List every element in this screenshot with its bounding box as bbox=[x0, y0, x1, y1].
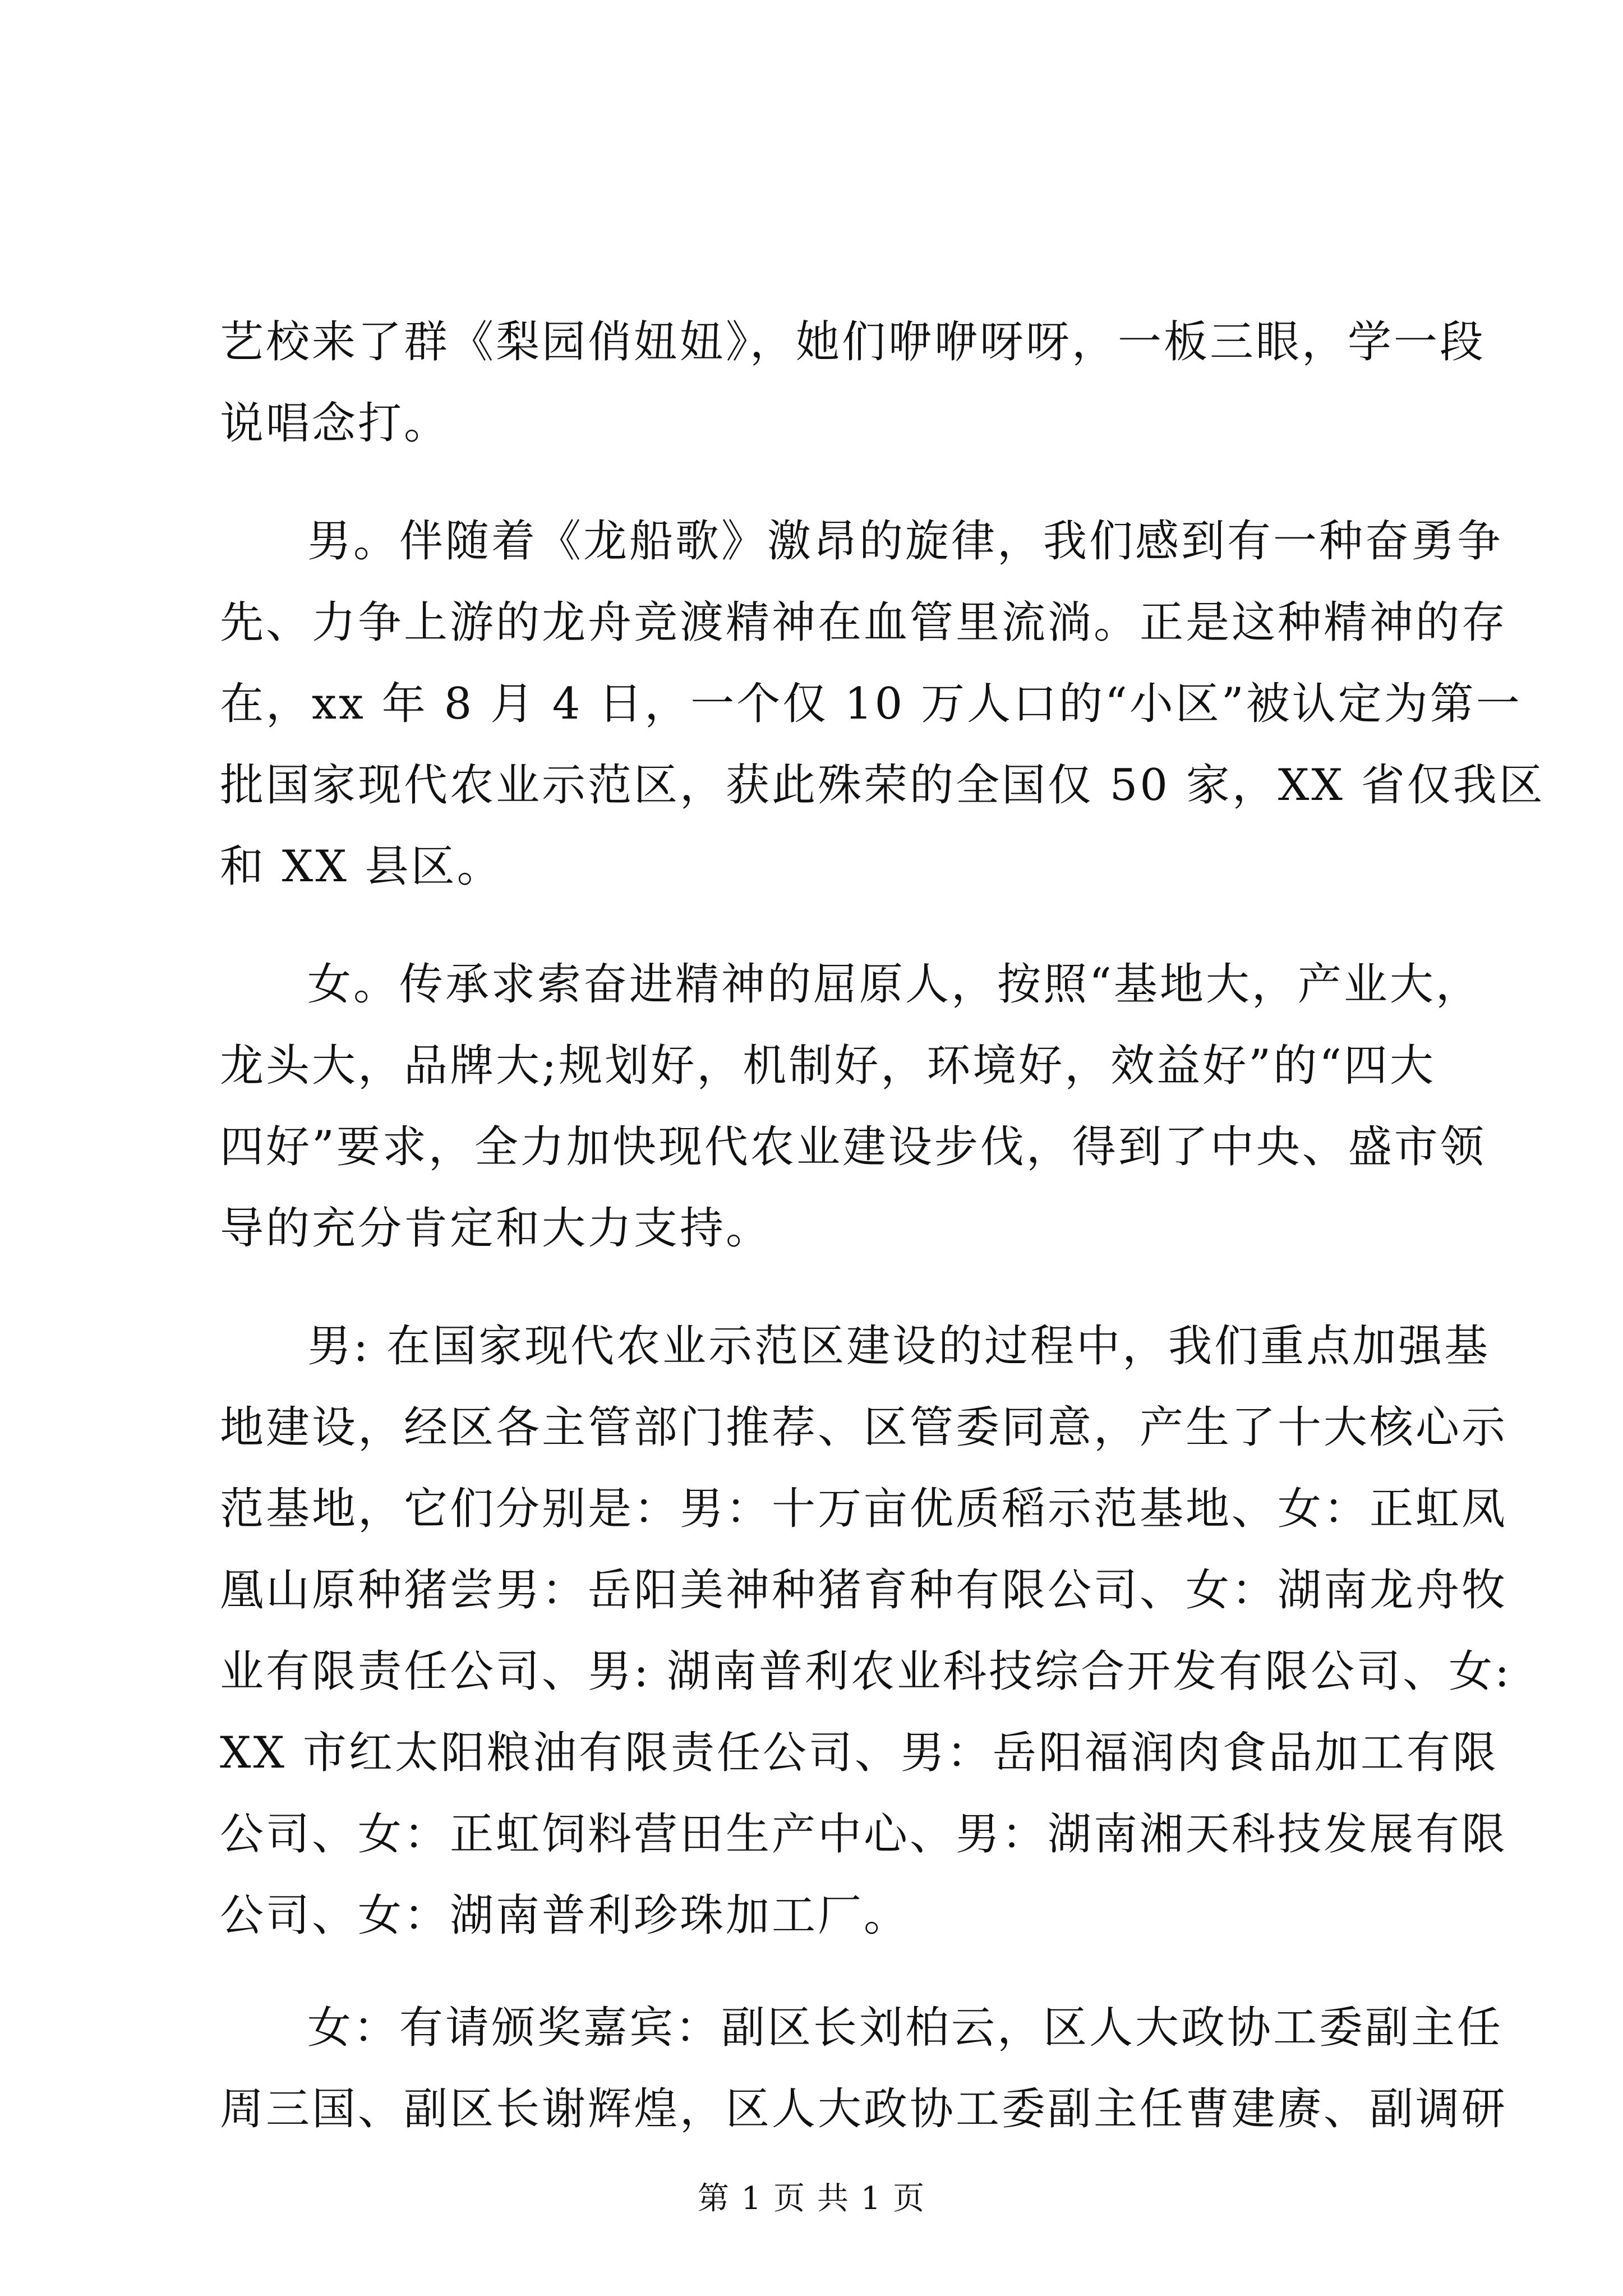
text-line: 艺校来了群《梨园俏妞妞》，她们咿咿呀呀，一板三眼，学一段 bbox=[220, 317, 1486, 367]
text-line: 业有限责任公司、男: 湖南普利农业科技综合开发有限公司、女: bbox=[220, 1646, 1512, 1697]
text-line: 公司、女：湖南普利珍珠加工厂。 bbox=[220, 1890, 910, 1941]
text-line: 男: 在国家现代农业示范区建设的过程中，我们重点加强基 bbox=[307, 1321, 1491, 1372]
text-line: 女：有请颁奖嘉宾：副区长刘柏云，区人大政协工委副主任 bbox=[307, 2003, 1504, 2053]
text-line: 女。传承求索奋进精神的屈原人，按照“基地大，产业大， bbox=[307, 959, 1482, 1010]
text-line: 地建设，经区各主管部门推荐、区管委同意，产生了十大核心示 bbox=[220, 1402, 1508, 1453]
text-line: 凰山原种猪尝男：岳阳美神种猪育种有限公司、女：湖南龙舟牧 bbox=[220, 1565, 1508, 1616]
text-line: 范基地，它们分别是：男：十万亩优质稻示范基地、女：正虹凤 bbox=[220, 1484, 1508, 1534]
text-line: 龙头大，品牌大;规划好，机制好，环境好，效益好”的“四大 bbox=[220, 1041, 1436, 1091]
text-line: 说唱念打。 bbox=[220, 398, 450, 449]
text-line: 先、力争上游的龙舟竞渡精神在血管里流淌。正是这种精神的存 bbox=[220, 597, 1508, 648]
text-line: 在，xx 年 8 月 4 日，一个仅 10 万人口的“小区”被认定为第一 bbox=[220, 679, 1522, 729]
text-line: 和 XX 县区。 bbox=[220, 841, 503, 892]
text-line: 周三国、副区长谢辉煌，区人大政协工委副主任曹建赓、副调研 bbox=[220, 2084, 1508, 2134]
text-line: 男。伴随着《龙船歌》激昂的旋律，我们感到有一种奋勇争 bbox=[307, 516, 1504, 567]
text-line: XX 市红太阳粮油有限责任公司、男：岳阳福润肉食品加工有限 bbox=[220, 1728, 1498, 1778]
text-line: 公司、女：正虹饲料营田生产中心、男：湖南湘天科技发展有限 bbox=[220, 1809, 1508, 1860]
page-footer: 第 1 页 共 1 页 bbox=[697, 2180, 926, 2217]
text-line: 四好”要求，全力加快现代农业建设步伐，得到了中央、盛市领 bbox=[220, 1122, 1486, 1172]
text-line: 批国家现代农业示范区，获此殊荣的全国仅 50 家，XX 省仅我区 bbox=[220, 760, 1545, 811]
text-line: 导的充分肯定和大力支持。 bbox=[220, 1203, 772, 1254]
